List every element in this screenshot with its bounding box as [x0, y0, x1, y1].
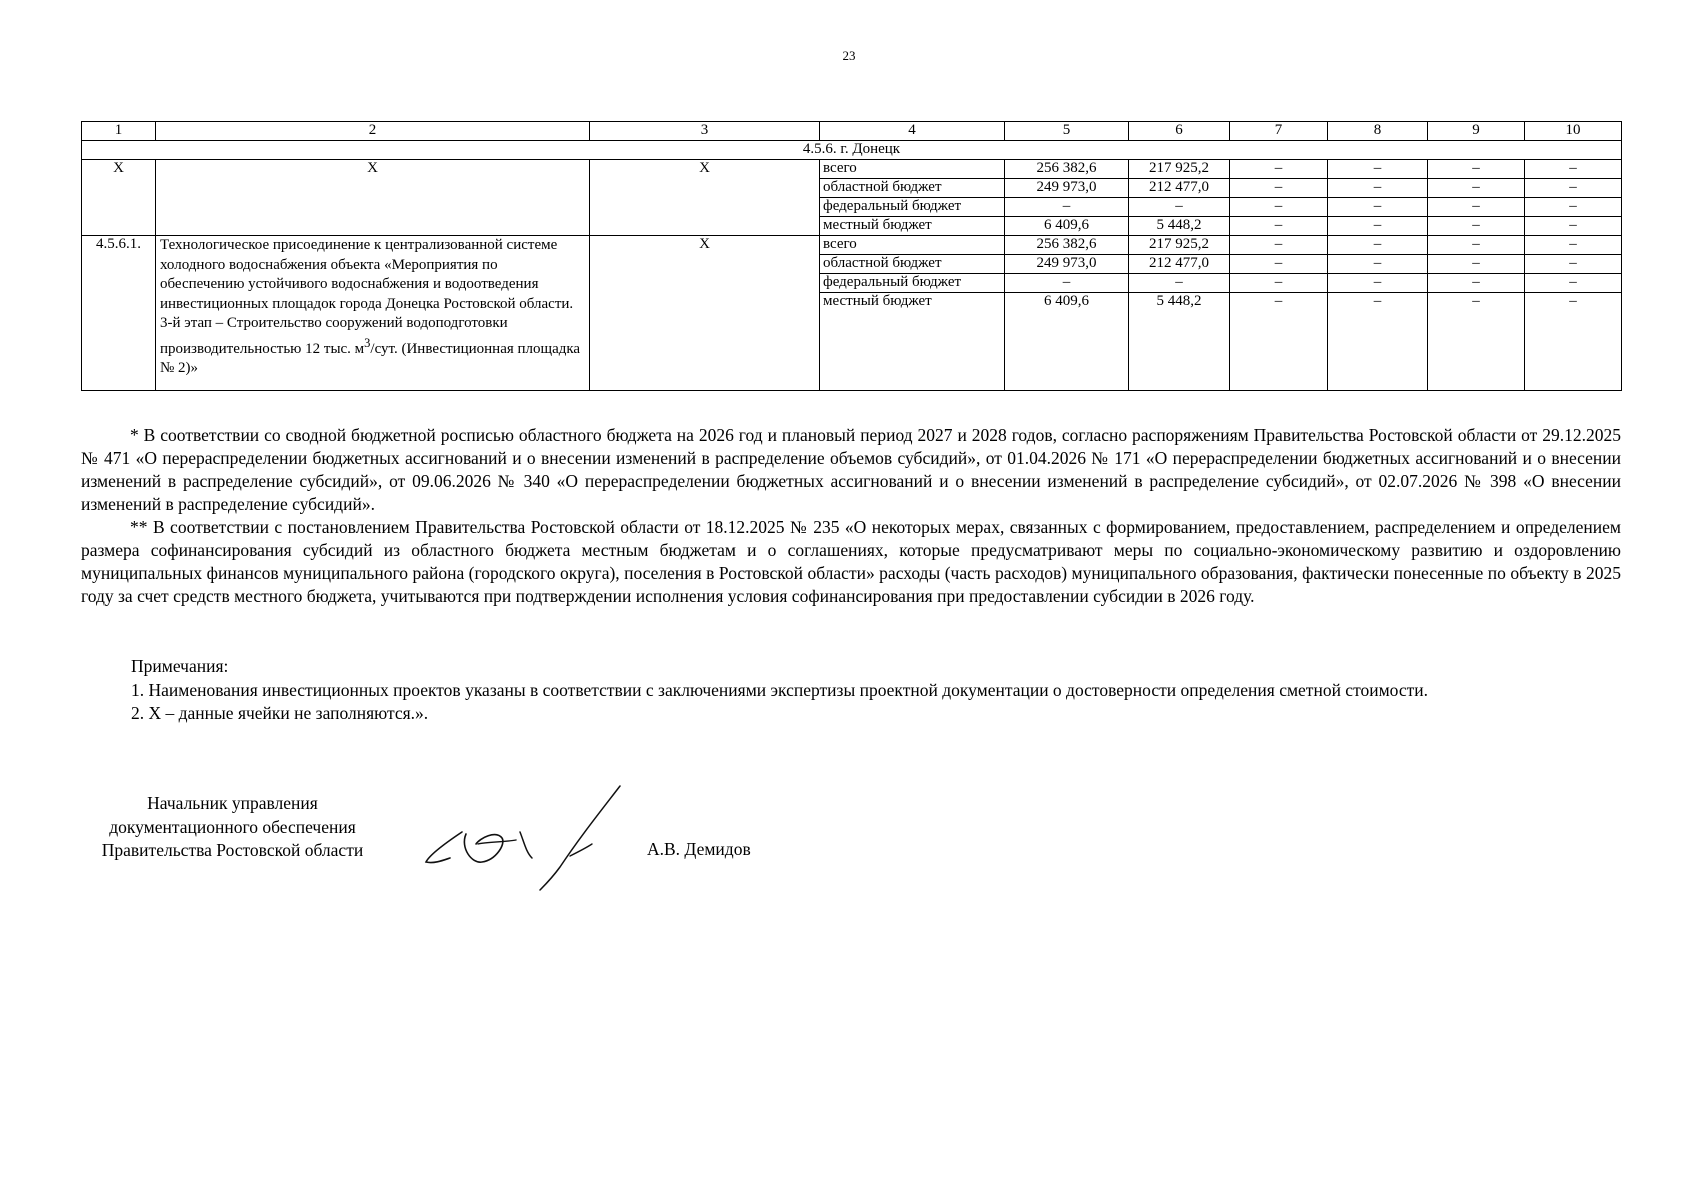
budget-label: всего	[820, 160, 1005, 179]
table-row	[82, 236, 1622, 255]
footnotes	[81, 424, 1621, 608]
row-col3: X	[590, 160, 820, 236]
header-cell: 10	[1525, 122, 1622, 141]
header-row	[82, 122, 1622, 141]
value-cell: –	[1525, 160, 1622, 179]
footnote: * В соответствии со сводной бюджетной росписью областного бюджета на 2026 год и плановый период 2027 и 2028 годов, согласно распоряжениям Правительства Ростовской области от 29.12.2025 № 471 «О перераспределении бюджетных ассигнований и о внесении изменений в распределение объемов субсидий», от 01.04.2026 № 171 «О перераспределении бюджетных ассигнований и о внесении изменений в распределение субсидий», от 09.06.2026 № 340 «О перераспределении бюджетных ассигнований и о внесении изменений в распределение субсидий», от 02.07.2026 № 398 «О внесении изменений в распределение субсидий».	[81, 425, 1621, 514]
value-cell: –	[1525, 293, 1622, 391]
header-cell: 9	[1428, 122, 1525, 141]
position-line: Начальник управления	[147, 793, 318, 813]
value-cell: –	[1328, 160, 1428, 179]
footnote: ** В соответствии с постановлением Правительства Ростовской области от 18.12.2025 № 235 «О некоторых мерах, связанных с формированием, предоставлением, распределением и определением размера софинансирования субсидий из областного бюджета местным бюджетам и о соглашениях, которые предусматривают меры по социально-экономическому развитию и оздоровлению муниципальных финансов муниципального района (городского округа), поселения в Ростовской области» расходы (часть расходов) муниципального образования, фактически понесенные по объекту в 2025 году за счет средств местного бюджета, учитываются при подтверждении исполнения условия софинансирования при предоставлении субсидии в 2026 году.	[81, 517, 1621, 606]
value-cell: 249 973,0	[1005, 255, 1129, 274]
value-cell: –	[1428, 274, 1525, 293]
section-title-row	[82, 141, 1622, 160]
value-cell: –	[1525, 198, 1622, 217]
header-cell: 1	[82, 122, 156, 141]
header-cell: 3	[590, 122, 820, 141]
value-cell: –	[1230, 236, 1328, 255]
value-cell: –	[1005, 274, 1129, 293]
value-cell: –	[1328, 293, 1428, 391]
value-cell: 256 382,6	[1005, 160, 1129, 179]
value-cell: –	[1328, 255, 1428, 274]
budget-label: областной бюджет	[820, 255, 1005, 274]
value-cell: –	[1230, 160, 1328, 179]
budget-label: местный бюджет	[820, 293, 1005, 391]
header-cell: 4	[820, 122, 1005, 141]
budget-label: областной бюджет	[820, 179, 1005, 198]
value-cell: 256 382,6	[1005, 236, 1129, 255]
note-item: 1. Наименования инвестиционных проектов указаны в соответствии с заключениями экспертизы проектной документации о достоверности определения сметной стоимости.	[131, 679, 1429, 700]
row-number: X	[82, 160, 156, 236]
row-col3: X	[590, 236, 820, 391]
budget-table	[81, 121, 1622, 391]
signatory-name: А.В. Демидов	[647, 839, 751, 859]
handwritten-signature	[420, 782, 630, 892]
value-cell: –	[1428, 179, 1525, 198]
project-name-text: Технологическое присоединение к централизованной системе холодного водоснабжения объекта «Мероприятия по обеспечению устойчивого водоснабжения и водоотведения инвестиционных площадок города Донецка Ростовской области. 3-й этап – Строительство сооружений водоподготовки производительностью 12 тыс. м	[160, 237, 574, 357]
budget-label: федеральный бюджет	[820, 198, 1005, 217]
header-cell: 8	[1328, 122, 1428, 141]
budget-label: федеральный бюджет	[820, 274, 1005, 293]
value-cell: –	[1230, 198, 1328, 217]
value-cell: –	[1328, 198, 1428, 217]
notes-title: Примечания:	[131, 656, 229, 676]
value-cell: 5 448,2	[1129, 217, 1230, 236]
value-cell: –	[1525, 236, 1622, 255]
row-number: 4.5.6.1.	[82, 236, 156, 391]
header-cell: 7	[1230, 122, 1328, 141]
value-cell: –	[1230, 217, 1328, 236]
note-item: 2. X – данные ячейки не заполняются.».	[131, 703, 429, 723]
header-cell: 5	[1005, 122, 1129, 141]
project-name-text-end: /сут. (Инвестиционная площадка № 2)»	[160, 340, 581, 376]
value-cell: –	[1230, 255, 1328, 274]
signatory-position	[80, 792, 385, 863]
position-line: Правительства Ростовской области	[101, 840, 364, 860]
value-cell: –	[1005, 198, 1129, 217]
value-cell: –	[1230, 274, 1328, 293]
value-cell: –	[1230, 179, 1328, 198]
header-cell: 2	[156, 122, 590, 141]
value-cell: 6 409,6	[1005, 293, 1129, 391]
value-cell: –	[1129, 198, 1230, 217]
project-name	[156, 236, 590, 391]
value-cell: 212 477,0	[1129, 255, 1230, 274]
value-cell: –	[1525, 217, 1622, 236]
value-cell: –	[1328, 217, 1428, 236]
position-line: документационного обеспечения	[109, 816, 356, 837]
page-number: 23	[842, 48, 856, 63]
value-cell: 5 448,2	[1129, 293, 1230, 391]
section-title: 4.5.6. г. Донецк	[82, 141, 1622, 160]
value-cell: 212 477,0	[1129, 179, 1230, 198]
value-cell: 217 925,2	[1129, 236, 1230, 255]
budget-label: местный бюджет	[820, 217, 1005, 236]
value-cell: –	[1525, 179, 1622, 198]
row-name: X	[156, 160, 590, 236]
value-cell: –	[1129, 274, 1230, 293]
value-cell: –	[1428, 255, 1525, 274]
value-cell: –	[1428, 236, 1525, 255]
table-row	[82, 160, 1622, 179]
value-cell: –	[1525, 255, 1622, 274]
value-cell: –	[1328, 236, 1428, 255]
value-cell: –	[1328, 179, 1428, 198]
notes	[131, 655, 1631, 726]
value-cell: 217 925,2	[1129, 160, 1230, 179]
value-cell: –	[1428, 198, 1525, 217]
project-name-superscript: 3	[364, 335, 371, 350]
value-cell: –	[1428, 293, 1525, 391]
value-cell: –	[1230, 293, 1328, 391]
value-cell: –	[1328, 274, 1428, 293]
value-cell: –	[1525, 274, 1622, 293]
value-cell: 6 409,6	[1005, 217, 1129, 236]
value-cell: –	[1428, 217, 1525, 236]
header-cell: 6	[1129, 122, 1230, 141]
value-cell: –	[1428, 160, 1525, 179]
budget-label: всего	[820, 236, 1005, 255]
value-cell: 249 973,0	[1005, 179, 1129, 198]
